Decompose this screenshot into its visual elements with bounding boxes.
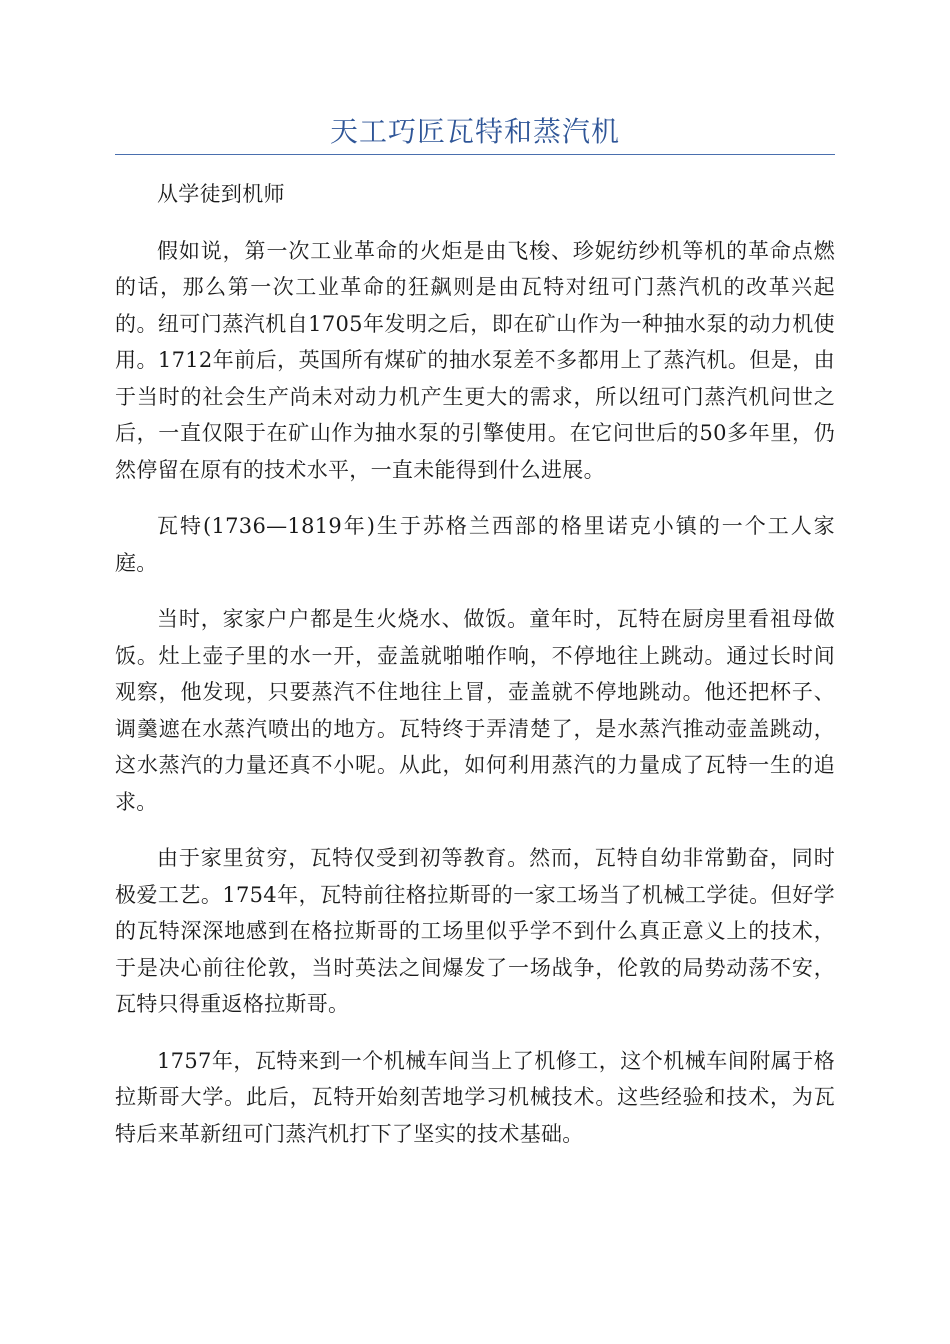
document-title: 天工巧匠瓦特和蒸汽机: [329, 115, 620, 148]
document-body: [115, 176, 835, 1172]
paragraph: 假如说，第一次工业革命的火炬是由飞梭、珍妮纺纱机等机的革命点燃的话，那么第一次工业革命的狂飙则是由瓦特对纽可门蒸汽机的改革兴起的。纽可门蒸汽机自1705年发明之后，即在矿山作为一种抽水泵的动力机使用。1712年前后，英国所有煤矿的抽水泵差不多都用上了蒸汽机。但是，由于当时的社会生产尚未对动力机产生更大的需求，所以纽可门蒸汽机问世之后，一直仅限于在矿山作为抽水泵的引擎使用。在它问世后的50多年里，仍然停留在原有的技术水平，一直未能得到什么进展。: [115, 238, 835, 482]
paragraph: 当时，家家户户都是生火烧水、做饭。童年时，瓦特在厨房里看祖母做饭。灶上壶子里的水一开，壶盖就啪啪作响，不停地往上跳动。通过长时间观察，他发现，只要蒸汽不住地往上冒，壶盖就不停地跳动。他还把杯子、调羹遮在水蒸汽喷出的地方。瓦特终于弄清楚了，是水蒸汽推动壶盖跳动，这水蒸汽的力量还真不小呢。从此，如何利用蒸汽的力量成了瓦特一生的追求。: [115, 607, 835, 814]
paragraph: 由于家里贫穷，瓦特仅受到初等教育。然而，瓦特自幼非常勤奋，同时极爱工艺。1754年，瓦特前往格拉斯哥的一家工场当了机械工学徒。但好学的瓦特深深地感到在格拉斯哥的工场里似乎学不到什么真正意义上的技术，于是决心前往伦敦，当时英法之间爆发了一场战争，伦敦的局势动荡不安，瓦特只得重返格拉斯哥。: [115, 846, 835, 1016]
paragraph: 瓦特(1736—1819年)生于苏格兰西部的格里诺克小镇的一个工人家庭。: [115, 514, 835, 575]
section-heading: 从学徒到机师: [157, 182, 285, 206]
title-underline: [115, 154, 835, 155]
paragraph: 1757年，瓦特来到一个机械车间当上了机修工，这个机械车间附属于格拉斯哥大学。此后，瓦特开始刻苦地学习机械技术。这些经验和技术，为瓦特后来革新纽可门蒸汽机打下了坚实的技术基础。: [115, 1048, 835, 1146]
